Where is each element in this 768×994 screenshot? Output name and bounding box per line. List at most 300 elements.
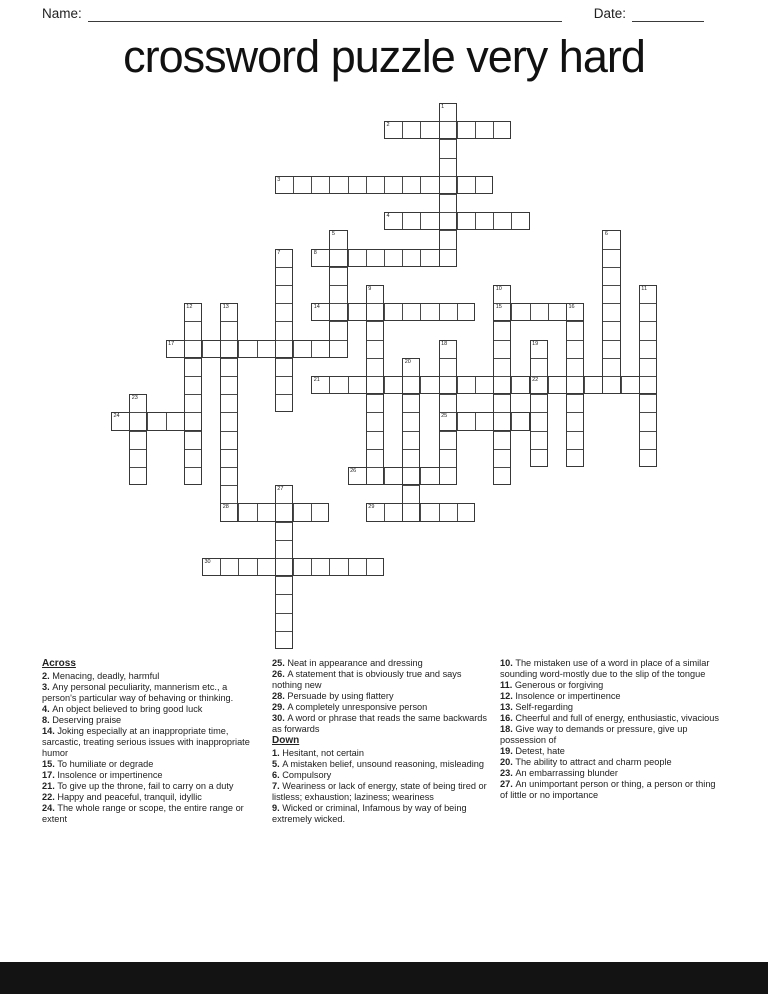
cell-divider <box>420 468 421 484</box>
cell-divider <box>494 412 510 413</box>
cell-divider <box>493 122 494 138</box>
clue-number: 28. <box>272 691 288 701</box>
cell-divider <box>567 376 583 377</box>
clue-across-3: 3. Any personal peculiarity, mannerism etc., a person's particular way of behaving or thinking. <box>42 682 234 703</box>
clue-number: 19. <box>500 746 516 756</box>
cell-divider <box>457 504 458 520</box>
clue-across-14: 14. Joking especially at an inappropriate time, sarcastic, treating serious issues with inappropriate humor <box>42 726 250 758</box>
cell-divider <box>221 412 237 413</box>
clue-number: 5. <box>272 759 283 769</box>
cell-divider <box>567 394 583 395</box>
cell-divider <box>475 377 476 393</box>
cell-divider <box>185 449 201 450</box>
cell-divider <box>640 303 656 304</box>
cell-divider <box>440 194 456 195</box>
cell-number-17: 17 <box>168 340 175 347</box>
cell-divider <box>147 413 148 429</box>
cell-divider <box>221 449 237 450</box>
cell-divider <box>420 177 421 193</box>
cell-divider <box>548 304 549 320</box>
cell-divider <box>403 503 419 504</box>
cell-divider <box>603 321 619 322</box>
cell-divider <box>475 213 476 229</box>
cell-divider <box>457 122 458 138</box>
word-11-down[interactable] <box>639 285 657 467</box>
cell-divider <box>276 340 292 341</box>
cell-divider <box>402 177 403 193</box>
clue-number: 6. <box>272 770 283 780</box>
cell-divider <box>511 213 512 229</box>
cell-divider <box>238 504 239 520</box>
cell-divider <box>366 250 367 266</box>
cell-divider <box>403 431 419 432</box>
cell-divider <box>276 285 292 286</box>
cell-divider <box>330 267 346 268</box>
cell-number-4: 4 <box>386 213 390 220</box>
cell-divider <box>384 304 385 320</box>
cell-divider <box>166 413 167 429</box>
cell-divider <box>257 504 258 520</box>
cell-divider <box>329 177 330 193</box>
cell-divider <box>567 340 583 341</box>
cell-number-13: 13 <box>222 304 229 311</box>
cell-divider <box>384 468 385 484</box>
cell-divider <box>276 576 292 577</box>
cell-divider <box>494 303 510 304</box>
cell-divider <box>511 377 512 393</box>
down-header: Down <box>272 735 300 746</box>
cell-divider <box>440 431 456 432</box>
clue-number: 14. <box>42 726 58 736</box>
cell-divider <box>420 122 421 138</box>
cell-divider <box>221 431 237 432</box>
clue-down-23: 23. An embarrassing blunder <box>500 768 618 778</box>
clue-down-11: 11. Generous or forgiving <box>500 680 604 690</box>
word-13-down[interactable] <box>220 303 238 521</box>
cell-divider <box>330 340 346 341</box>
cell-divider <box>293 177 294 193</box>
cell-divider <box>367 467 383 468</box>
cell-divider <box>530 304 531 320</box>
clue-down-5: 5. A mistaken belief, unsound reasoning, misleading <box>272 759 484 769</box>
cell-divider <box>185 340 201 341</box>
cell-divider <box>311 504 312 520</box>
cell-divider <box>276 631 292 632</box>
cell-divider <box>367 303 383 304</box>
cell-divider <box>420 304 421 320</box>
clue-across-26: 26. A statement that is obviously true and says nothing new <box>272 669 462 690</box>
cell-divider <box>367 376 383 377</box>
cell-divider <box>367 321 383 322</box>
clues-column-3 <box>500 658 722 801</box>
clue-across-21: 21. To give up the throne, fail to carry on a duty <box>42 781 234 791</box>
cell-divider <box>475 413 476 429</box>
clue-down-6: 6. Compulsory <box>272 770 332 780</box>
clue-across-4: 4. An object believed to bring good luck <box>42 704 203 714</box>
cell-divider <box>257 559 258 575</box>
cell-divider <box>439 304 440 320</box>
cell-divider <box>494 467 510 468</box>
cell-number-9: 9 <box>368 286 372 292</box>
cell-divider <box>384 250 385 266</box>
cell-number-3: 3 <box>277 176 281 183</box>
clue-down-19: 19. Detest, hate <box>500 746 565 756</box>
cell-divider <box>420 213 421 229</box>
clue-number: 17. <box>42 770 58 780</box>
cell-divider <box>494 449 510 450</box>
cell-divider <box>457 377 458 393</box>
clue-down-18: 18. Give way to demands or pressure, give up possession of <box>500 724 688 745</box>
cell-divider <box>367 394 383 395</box>
cell-number-25: 25 <box>441 413 448 420</box>
cell-divider <box>603 376 619 377</box>
word-27-down[interactable] <box>275 485 293 649</box>
cell-number-20: 20 <box>404 358 411 365</box>
cell-divider <box>531 358 547 359</box>
cell-number-24: 24 <box>113 413 120 420</box>
cell-number-26: 26 <box>350 468 357 474</box>
cell-divider <box>457 213 458 229</box>
cell-divider <box>220 559 221 575</box>
cell-divider <box>403 376 419 377</box>
cell-divider <box>640 321 656 322</box>
cell-divider <box>348 250 349 266</box>
cell-divider <box>531 376 547 377</box>
clue-number: 27. <box>500 779 516 789</box>
date-input-line[interactable] <box>632 7 704 22</box>
cell-divider <box>567 412 583 413</box>
clue-number: 12. <box>500 691 516 701</box>
clue-down-13: 13. Self-regarding <box>500 702 574 712</box>
cell-number-27: 27 <box>277 486 284 493</box>
cell-divider <box>440 139 456 140</box>
cell-divider <box>640 449 656 450</box>
cell-divider <box>185 376 201 377</box>
cell-divider <box>330 321 346 322</box>
cell-divider <box>130 431 146 432</box>
clue-across-2: 2. Menacing, deadly, harmful <box>42 671 160 681</box>
cell-divider <box>130 467 146 468</box>
word-29-across[interactable] <box>366 503 475 521</box>
clue-down-12: 12. Insolence or impertinence <box>500 691 621 701</box>
clue-number: 10. <box>500 658 516 668</box>
cell-divider <box>221 485 237 486</box>
cell-number-18: 18 <box>441 340 448 347</box>
cell-number-14: 14 <box>313 304 320 311</box>
page-title: crossword puzzle very hard <box>123 31 645 82</box>
cell-divider <box>640 412 656 413</box>
clue-number: 30. <box>272 713 288 723</box>
cell-divider <box>367 431 383 432</box>
clue-number: 23. <box>500 768 516 778</box>
word-20-down[interactable] <box>402 358 420 522</box>
cell-number-7: 7 <box>277 249 281 256</box>
cell-divider <box>402 250 403 266</box>
cell-divider <box>276 376 292 377</box>
cell-divider <box>384 377 385 393</box>
cell-divider <box>293 504 294 520</box>
cell-divider <box>621 377 622 393</box>
cell-divider <box>185 321 201 322</box>
cell-divider <box>221 321 237 322</box>
clue-number: 9. <box>272 803 283 813</box>
clue-number: 4. <box>42 704 53 714</box>
cell-divider <box>276 358 292 359</box>
cell-number-19: 19 <box>532 340 539 347</box>
cell-divider <box>185 358 201 359</box>
clue-down-27: 27. An unimportant person or thing, a person or thing of little or no importance <box>500 779 716 800</box>
cell-divider <box>440 176 456 177</box>
cell-divider <box>348 177 349 193</box>
cell-divider <box>494 321 510 322</box>
clue-number: 7. <box>272 781 283 791</box>
cell-divider <box>276 321 292 322</box>
clue-across-29: 29. A completely unresponsive person <box>272 702 428 712</box>
cell-divider <box>603 340 619 341</box>
cell-divider <box>603 285 619 286</box>
clue-number: 29. <box>272 702 288 712</box>
cell-divider <box>439 504 440 520</box>
cell-divider <box>494 340 510 341</box>
clue-number: 22. <box>42 792 58 802</box>
cell-divider <box>640 358 656 359</box>
word-6-down[interactable] <box>602 230 620 394</box>
word-30-across[interactable] <box>202 558 384 576</box>
cell-divider <box>493 213 494 229</box>
cell-divider <box>330 249 346 250</box>
clue-across-8: 8. Deserving praise <box>42 715 122 725</box>
crossword-grid <box>111 103 657 649</box>
clues-column-1 <box>42 658 264 825</box>
cell-divider <box>567 358 583 359</box>
cell-divider <box>185 467 201 468</box>
clue-number: 3. <box>42 682 53 692</box>
cell-divider <box>548 377 549 393</box>
cell-divider <box>494 358 510 359</box>
cell-divider <box>311 559 312 575</box>
word-10-down[interactable] <box>493 285 511 485</box>
cell-divider <box>348 304 349 320</box>
cell-divider <box>403 412 419 413</box>
cell-divider <box>603 267 619 268</box>
cell-divider <box>367 412 383 413</box>
clue-number: 11. <box>500 680 515 690</box>
cell-number-11: 11 <box>641 286 648 292</box>
clue-across-24: 24. The whole range or scope, the entire range or extent <box>42 803 244 824</box>
cell-divider <box>402 213 403 229</box>
cell-number-12: 12 <box>186 304 193 311</box>
cell-number-30: 30 <box>204 559 211 565</box>
cell-divider <box>475 122 476 138</box>
clue-across-25: 25. Neat in appearance and dressing <box>272 658 423 668</box>
cell-number-10: 10 <box>495 286 502 292</box>
cell-divider <box>603 249 619 250</box>
word-18-down[interactable] <box>439 340 457 486</box>
cell-divider <box>420 250 421 266</box>
cell-divider <box>238 559 239 575</box>
cell-divider <box>367 340 383 341</box>
word-23-down[interactable] <box>129 394 147 485</box>
cell-divider <box>494 431 510 432</box>
cell-divider <box>440 467 456 468</box>
cell-divider <box>384 504 385 520</box>
word-5-down[interactable] <box>329 230 347 357</box>
cell-divider <box>640 340 656 341</box>
cell-divider <box>457 177 458 193</box>
cell-divider <box>403 394 419 395</box>
clue-number: 25. <box>272 658 288 668</box>
clue-down-1: 1. Hesitant, not certain <box>272 748 364 758</box>
cell-divider <box>257 341 258 357</box>
cell-divider <box>276 503 292 504</box>
clue-number: 15. <box>42 759 58 769</box>
cell-divider <box>348 377 349 393</box>
cell-divider <box>531 394 547 395</box>
cell-divider <box>403 467 419 468</box>
cell-divider <box>567 449 583 450</box>
cell-number-28: 28 <box>222 504 229 511</box>
word-7-down[interactable] <box>275 249 293 413</box>
cell-divider <box>420 504 421 520</box>
cell-divider <box>440 358 456 359</box>
clue-down-16: 16. Cheerful and full of energy, enthusiastic, vivacious <box>500 713 719 723</box>
clue-down-20: 20. The ability to attract and charm people <box>500 757 672 767</box>
cell-divider <box>440 230 456 231</box>
cell-divider <box>603 358 619 359</box>
clue-number: 1. <box>272 748 283 758</box>
clue-number: 18. <box>500 724 516 734</box>
cell-divider <box>403 485 419 486</box>
clue-down-9: 9. Wicked or criminal, Infamous by way of being extremely wicked. <box>272 803 467 824</box>
cell-divider <box>640 376 656 377</box>
cell-number-22: 22 <box>532 377 539 383</box>
cell-number-16: 16 <box>568 304 575 311</box>
cell-divider <box>293 559 294 575</box>
cell-divider <box>567 431 583 432</box>
clue-number: 8. <box>42 715 53 725</box>
cell-divider <box>440 121 456 122</box>
cell-number-21: 21 <box>313 377 320 383</box>
bottom-bar <box>0 962 768 994</box>
cell-divider <box>330 285 346 286</box>
clue-down-10: 10. The mistaken use of a word in place of a similar sounding word-mostly due to the slip of the tongue <box>500 658 710 679</box>
clue-number: 2. <box>42 671 53 681</box>
cell-number-8: 8 <box>313 249 317 256</box>
cell-divider <box>640 394 656 395</box>
clue-across-22: 22. Happy and peaceful, tranquil, idyllic <box>42 792 202 802</box>
clue-across-15: 15. To humiliate or degrade <box>42 759 154 769</box>
cell-divider <box>185 412 201 413</box>
cell-divider <box>457 304 458 320</box>
name-input-line[interactable] <box>88 7 562 22</box>
cell-divider <box>440 249 456 250</box>
cell-divider <box>130 449 146 450</box>
cell-divider <box>475 177 476 193</box>
cell-divider <box>367 358 383 359</box>
clue-number: 26. <box>272 669 288 679</box>
name-label: Name: <box>42 6 82 21</box>
cell-divider <box>457 413 458 429</box>
cell-divider <box>221 358 237 359</box>
word-3-across[interactable] <box>275 176 493 194</box>
cell-divider <box>384 177 385 193</box>
across-header: Across <box>42 658 76 669</box>
name-date-row <box>42 4 704 22</box>
word-16-down[interactable] <box>566 303 584 467</box>
clue-number: 16. <box>500 713 516 723</box>
cell-divider <box>276 594 292 595</box>
cell-number-5: 5 <box>331 231 335 238</box>
cell-divider <box>440 412 456 413</box>
cell-divider <box>511 304 512 320</box>
cell-divider <box>366 177 367 193</box>
cell-divider <box>531 412 547 413</box>
cell-divider <box>567 321 583 322</box>
cell-divider <box>440 158 456 159</box>
cell-divider <box>494 376 510 377</box>
clues-column-2 <box>272 658 488 825</box>
cell-divider <box>276 303 292 304</box>
cell-divider <box>440 449 456 450</box>
cell-divider <box>276 394 292 395</box>
cell-divider <box>440 212 456 213</box>
cell-divider <box>511 413 512 429</box>
clue-across-30: 30. A word or phrase that reads the same backwards as forwards <box>272 713 488 734</box>
cell-divider <box>440 394 456 395</box>
cell-divider <box>130 412 146 413</box>
cell-divider <box>276 558 292 559</box>
word-19-down[interactable] <box>530 340 548 467</box>
cell-number-29: 29 <box>368 504 375 511</box>
cell-number-1: 1 <box>441 104 445 110</box>
clue-number: 24. <box>42 803 58 813</box>
cell-divider <box>276 613 292 614</box>
clue-number: 13. <box>500 702 516 712</box>
cell-number-6: 6 <box>604 231 608 238</box>
cell-number-23: 23 <box>131 395 138 402</box>
clue-down-7: 7. Weariness or lack of energy, state of being tired or listless; exhaustion; laziness; weariness <box>272 781 487 802</box>
cell-divider <box>276 540 292 541</box>
cell-divider <box>366 559 367 575</box>
cell-divider <box>311 177 312 193</box>
cell-divider <box>202 341 203 357</box>
cell-divider <box>403 449 419 450</box>
cell-divider <box>185 394 201 395</box>
cell-divider <box>440 376 456 377</box>
clue-number: 20. <box>500 757 516 767</box>
cell-divider <box>221 394 237 395</box>
word-9-down[interactable] <box>366 285 384 485</box>
cell-divider <box>221 503 237 504</box>
word-1-down[interactable] <box>439 103 457 267</box>
cell-number-2: 2 <box>386 122 390 129</box>
cell-divider <box>293 341 294 357</box>
cell-divider <box>640 431 656 432</box>
cell-divider <box>531 431 547 432</box>
cell-divider <box>531 449 547 450</box>
word-12-down[interactable] <box>184 303 202 485</box>
cell-divider <box>329 377 330 393</box>
clue-across-17: 17. Insolence or impertinence <box>42 770 163 780</box>
cell-divider <box>329 559 330 575</box>
cell-number-15: 15 <box>495 304 502 311</box>
cell-divider <box>603 303 619 304</box>
cell-divider <box>348 559 349 575</box>
cell-divider <box>276 267 292 268</box>
clue-number: 21. <box>42 781 58 791</box>
word-4-across[interactable] <box>384 212 530 230</box>
cell-divider <box>221 376 237 377</box>
